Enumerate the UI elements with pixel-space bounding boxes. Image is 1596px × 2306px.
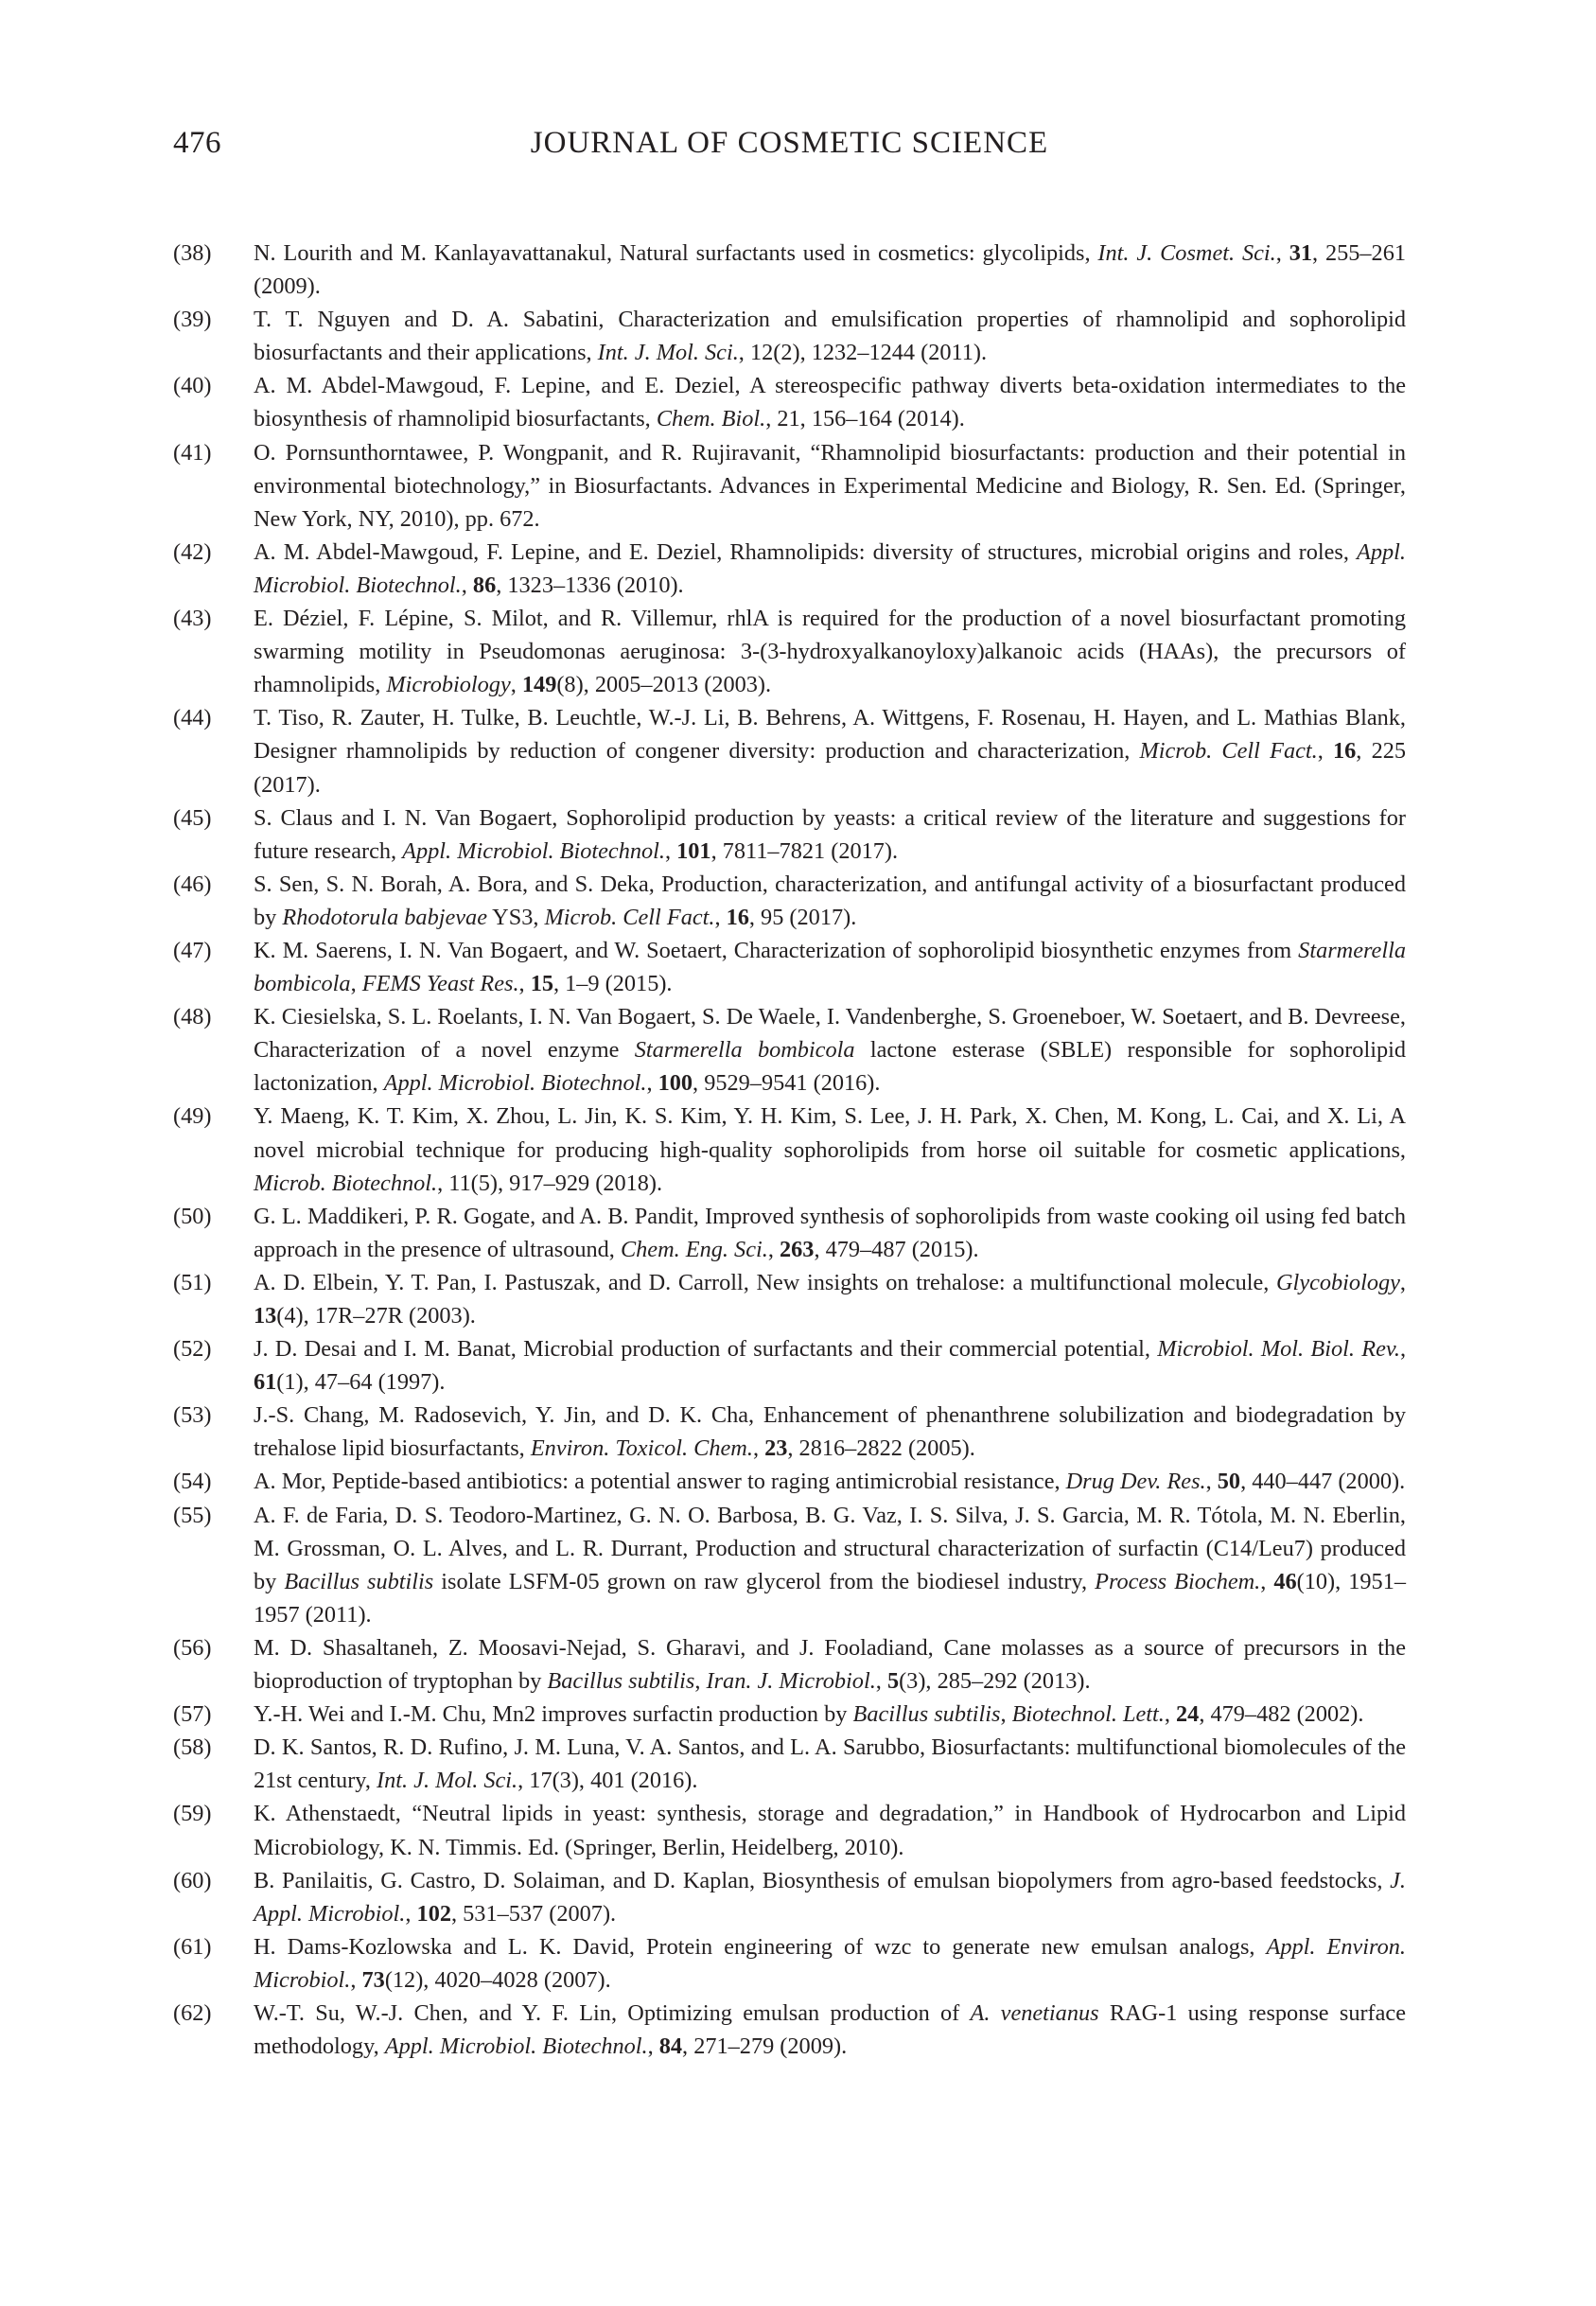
reference-item xyxy=(173,934,1406,1000)
volume-number: 16 xyxy=(1333,738,1357,765)
reference-segment: , 479–482 (2002). xyxy=(1199,1701,1364,1728)
volume-number: 61 xyxy=(254,1369,277,1396)
italic-text: Drug Dev. Res. xyxy=(1065,1469,1206,1495)
reference-segment: (12), 4020–4028 (2007). xyxy=(384,1966,611,1993)
reference-segment: , xyxy=(875,1668,887,1695)
reference-text xyxy=(254,1270,1406,1329)
reference-item xyxy=(173,1698,1406,1731)
reference-segment: (1), 47–64 (1997). xyxy=(276,1369,446,1396)
reference-segment: , 531–537 (2007). xyxy=(451,1900,617,1927)
reference-text xyxy=(254,871,1406,930)
italic-text: Process Biochem. xyxy=(1095,1568,1261,1594)
reference-text xyxy=(254,1701,1363,1727)
reference-text xyxy=(254,373,1406,431)
volume-number: 24 xyxy=(1176,1701,1200,1728)
reference-item xyxy=(173,436,1406,536)
reference-segment: , 12(2), 1232–1244 (2011). xyxy=(738,340,988,366)
reference-text xyxy=(254,805,1406,864)
running-header xyxy=(173,126,1406,173)
italic-text: Appl. Microbiol. Biotechnol. xyxy=(383,1070,647,1097)
reference-segment: A. Mor, Peptide-based antibiotics: a potential answer to raging antimicrobial resistance, xyxy=(254,1469,1066,1495)
reference-segment: , xyxy=(350,1966,362,1993)
reference-segment: J. D. Desai and I. M. Banat, Microbial production of surfactants and their commercial potential, xyxy=(254,1336,1158,1363)
reference-number: (55) xyxy=(173,1502,212,1528)
journal-title: JOURNAL OF COSMETIC SCIENCE xyxy=(530,126,1049,160)
reference-segment: , xyxy=(1317,738,1333,765)
reference-number: (62) xyxy=(173,1999,212,2026)
reference-item xyxy=(173,1631,1406,1698)
italic-text: Rhodotorula babjevae xyxy=(282,904,487,930)
volume-number: 100 xyxy=(658,1070,693,1097)
volume-number: 16 xyxy=(726,904,749,930)
reference-number: (59) xyxy=(173,1801,212,1827)
italic-text: Int. J. Mol. Sci. xyxy=(377,1768,518,1794)
reference-item xyxy=(173,1731,1406,1797)
reference-segment: , 9529–9541 (2016). xyxy=(693,1070,881,1097)
reference-segment: (4), 17R–27R (2003). xyxy=(276,1303,476,1329)
reference-text xyxy=(254,1801,1406,1859)
reference-item xyxy=(173,1200,1406,1266)
italic-text: Appl. Microbiol. Biotechnol. xyxy=(384,2033,648,2060)
reference-segment: , xyxy=(646,1070,658,1097)
reference-number: (52) xyxy=(173,1336,212,1363)
reference-number: (56) xyxy=(173,1634,212,1661)
reference-segment: , xyxy=(1205,1469,1218,1495)
reference-item xyxy=(173,1100,1406,1199)
italic-text: Microbiology xyxy=(386,672,511,698)
italic-text: Iran. J. Microbiol. xyxy=(706,1668,876,1695)
reference-text xyxy=(254,1103,1406,1195)
reference-number: (40) xyxy=(173,373,212,399)
reference-text xyxy=(254,1336,1406,1395)
reference-item xyxy=(173,701,1406,801)
italic-text: Appl. Microbiol. Biotechnol. xyxy=(402,837,665,864)
reference-item xyxy=(173,1997,1406,2063)
reference-segment: , 7811–7821 (2017). xyxy=(710,837,899,864)
reference-item xyxy=(173,602,1406,701)
reference-list xyxy=(173,237,1406,2063)
reference-segment: , xyxy=(1164,1701,1177,1728)
reference-item xyxy=(173,1332,1406,1399)
italic-text: Biotechnol. Lett. xyxy=(1011,1701,1165,1728)
italic-text: Appl. Microbiol. Biotechnol. xyxy=(254,538,1406,598)
reference-item xyxy=(173,1797,1406,1863)
reference-segment: Y. Maeng, K. T. Kim, X. Zhou, L. Jin, K. S. Kim, Y. H. Kim, S. Lee, J. H. Park, X. Chen, M. Kong, L. Cai, and X. Li, A novel microbial technique for producing high-quality sophorolipids from horse oil suitable for cosmetic applications, xyxy=(254,1103,1406,1163)
volume-number: 46 xyxy=(1273,1568,1297,1594)
reference-text xyxy=(254,606,1406,697)
reference-segment: , 2816–2822 (2005). xyxy=(787,1435,975,1462)
reference-text xyxy=(254,240,1406,299)
reference-item xyxy=(173,1000,1406,1100)
reference-number: (61) xyxy=(173,1933,212,1960)
reference-segment: , 225 (2017). xyxy=(254,738,1407,798)
reference-number: (44) xyxy=(173,705,212,731)
reference-segment: T. T. Nguyen and D. A. Sabatini, Characterization and emulsification properties of rhamnolipid and sophorolipid biosurfactants and their applications, xyxy=(254,307,1406,366)
reference-segment: B. Panilaitis, G. Castro, D. Solaiman, and D. Kaplan, Biosynthesis of emulsan biopolymers from agro-based feedstocks, xyxy=(254,1867,1391,1893)
reference-item xyxy=(173,536,1406,602)
reference-segment: , 21, 156–164 (2014). xyxy=(765,406,965,432)
italic-text: Microb. Biotechnol. xyxy=(254,1170,438,1196)
reference-segment: (8), 2005–2013 (2003). xyxy=(556,672,772,698)
reference-segment: YS3, xyxy=(486,904,545,930)
reference-number: (48) xyxy=(173,1004,212,1030)
reference-number: (60) xyxy=(173,1867,212,1893)
reference-segment: , xyxy=(518,971,531,997)
italic-text: Appl. Environ. Microbiol. xyxy=(254,1933,1406,1993)
italic-text: Starmerella bombicola xyxy=(634,1037,855,1064)
reference-text xyxy=(254,440,1406,532)
reference-number: (57) xyxy=(173,1701,212,1728)
reference-text xyxy=(254,1868,1406,1927)
reference-segment: D. K. Santos, R. D. Rufino, J. M. Luna, V. A. Santos, and L. A. Sarubbo, Biosurfactants: multifunctional biomolecules of the 21st century, xyxy=(254,1734,1406,1794)
reference-number: (47) xyxy=(173,937,212,963)
reference-number: (50) xyxy=(173,1203,212,1229)
reference-text xyxy=(254,539,1406,598)
reference-segment: W.-T. Su, W.-J. Chen, and Y. F. Lin, Optimizing emulsan production of xyxy=(254,1999,971,2026)
reference-segment: , xyxy=(767,1236,780,1262)
reference-text xyxy=(254,1004,1406,1096)
reference-segment: , 1–9 (2015). xyxy=(552,971,673,997)
reference-item xyxy=(173,369,1406,435)
reference-text xyxy=(254,307,1406,365)
reference-text xyxy=(254,1934,1406,1993)
reference-number: (49) xyxy=(173,1103,212,1130)
reference-segment: , xyxy=(752,1435,765,1462)
reference-item xyxy=(173,1399,1406,1465)
reference-number: (38) xyxy=(173,240,212,266)
reference-segment: T. Tiso, R. Zauter, H. Tulke, B. Leuchtle, W.-J. Li, B. Behrens, A. Wittgens, F. Rosenau, H. Hayen, and L. Mathias Blank, Designer rhamnolipids by reduction of congener diversity: production and characterization, xyxy=(254,705,1406,765)
reference-segment: , xyxy=(1399,1336,1407,1363)
reference-item xyxy=(173,1930,1406,1997)
reference-segment: H. Dams-Kozlowska and L. K. David, Protein engineering of wzc to generate new emulsan analogs, xyxy=(254,1933,1267,1960)
reference-segment: J.-S. Chang, M. Radosevich, Y. Jin, and D. K. Cha, Enhancement of phenanthrene solubilization and biodegradation by trehalose lipid biosurfactants, xyxy=(254,1402,1406,1462)
reference-segment: , xyxy=(664,837,677,864)
reference-segment: , 255–261 (2009). xyxy=(254,240,1406,300)
volume-number: 15 xyxy=(530,971,553,997)
volume-number: 73 xyxy=(361,1966,385,1993)
reference-segment: A. M. Abdel-Mawgoud, F. Lepine, and E. Deziel, Rhamnolipids: diversity of structures, microbial origins and roles, xyxy=(254,538,1358,565)
volume-number: 31 xyxy=(1289,240,1312,266)
reference-segment: , xyxy=(510,672,522,698)
reference-segment: K. M. Saerens, I. N. Van Bogaert, and W. Soetaert, Characterization of sophorolipid biosynthetic enzymes from xyxy=(254,937,1299,963)
italic-text: J. Appl. Microbiol. xyxy=(254,1867,1406,1927)
reference-segment: , xyxy=(694,1668,707,1695)
reference-segment: (3), 285–292 (2013). xyxy=(899,1668,1091,1695)
reference-segment: A. F. de Faria, D. S. Teodoro-Martinez, G. N. O. Barbosa, B. G. Vaz, I. S. Silva, J. S. Garcia, M. R. Tótola, M. N. Eberlin, M. Grossman, O. L. Alves, and L. R. Durrant, Production and structural characterization of surfactin (C14/Leu7) produced by xyxy=(254,1502,1406,1594)
italic-text: FEMS Yeast Res. xyxy=(361,971,519,997)
volume-number: 263 xyxy=(779,1236,815,1262)
reference-item xyxy=(173,1266,1406,1332)
reference-segment: , xyxy=(405,1900,417,1927)
reference-segment: , xyxy=(1399,1269,1406,1295)
reference-number: (51) xyxy=(173,1269,212,1295)
page-number: 476 xyxy=(173,126,221,160)
reference-text xyxy=(254,1469,1405,1494)
italic-text: Chem. Biol. xyxy=(656,406,766,432)
reference-segment: , xyxy=(1000,1701,1012,1728)
reference-text xyxy=(254,1635,1406,1694)
reference-number: (43) xyxy=(173,606,212,632)
italic-text: Glycobiology xyxy=(1276,1269,1400,1295)
reference-segment: , 479–487 (2015). xyxy=(814,1236,979,1262)
italic-text: Starmerella bombicola xyxy=(254,937,1406,997)
volume-number: 84 xyxy=(658,2033,683,2060)
reference-text xyxy=(254,1402,1406,1461)
reference-segment: S. Sen, S. N. Borah, A. Bora, and S. Deka, Production, characterization, and antifungal activity of a biosurfactant produced by xyxy=(254,871,1406,930)
italic-text: Microb. Cell Fact. xyxy=(544,904,715,930)
reference-segment: , xyxy=(1275,240,1289,266)
reference-segment: K. Ciesielska, S. L. Roelants, I. N. Van Bogaert, S. De Waele, I. Vandenberghe, S. Groeneboer, W. Soetaert, and B. Devreese, Characterization of a novel enzyme xyxy=(254,1004,1406,1064)
italic-text: Microb. Cell Fact. xyxy=(1139,738,1318,765)
volume-number: 23 xyxy=(764,1435,788,1462)
reference-segment: , 271–279 (2009). xyxy=(682,2033,848,2060)
reference-number: (41) xyxy=(173,439,212,466)
reference-segment: A. D. Elbein, Y. T. Pan, I. Pastuszak, and D. Carroll, New insights on trehalose: a multifunctional molecule, xyxy=(254,1269,1277,1295)
reference-segment: A. M. Abdel-Mawgoud, F. Lepine, and E. Deziel, A stereospecific pathway diverts beta-oxidation intermediates to the biosynthesis of rhamnolipid biosurfactants, xyxy=(254,373,1406,432)
reference-text xyxy=(254,938,1406,996)
reference-segment: isolate LSFM-05 grown on raw glycerol from the biodiesel industry, xyxy=(433,1568,1096,1594)
reference-number: (46) xyxy=(173,871,212,897)
reference-segment: , xyxy=(461,572,473,598)
reference-segment: , 17(3), 401 (2016). xyxy=(517,1768,698,1794)
reference-segment: G. L. Maddikeri, P. R. Gogate, and A. B. Pandit, Improved synthesis of sophorolipids from waste cooking oil using fed batch approach in the presence of ultrasound, xyxy=(254,1203,1406,1262)
reference-item xyxy=(173,303,1406,369)
reference-item xyxy=(173,1465,1406,1498)
reference-segment: E. Déziel, F. Lépine, S. Milot, and R. Villemur, rhlA is required for the production of a novel biosurfactant promoting swarming motility in Pseudomonas aeruginosa: 3-(3-hydroxyalkanoyloxy)alkanoic acids (HAAs), the precursors of rhamnolipids, xyxy=(254,606,1406,698)
italic-text: Int. J. Mol. Sci. xyxy=(597,340,739,366)
reference-segment: M. D. Shasaltaneh, Z. Moosavi-Nejad, S. Gharavi, and J. Fooladiand, Cane molasses as a source of precursors in the bioproduction of tryptophan by xyxy=(254,1634,1406,1695)
volume-number: 86 xyxy=(472,572,497,598)
reference-segment: , xyxy=(350,971,362,997)
reference-number: (39) xyxy=(173,307,212,333)
reference-item xyxy=(173,1499,1406,1631)
reference-number: (54) xyxy=(173,1469,212,1495)
volume-number: 149 xyxy=(521,672,557,698)
reference-number: (45) xyxy=(173,804,212,831)
reference-number: (53) xyxy=(173,1402,212,1429)
volume-number: 102 xyxy=(416,1900,451,1927)
reference-segment: , 95 (2017). xyxy=(748,904,857,930)
reference-text xyxy=(254,705,1406,797)
italic-text: Bacillus subtilis xyxy=(284,1568,434,1594)
reference-segment: , 11(5), 917–929 (2018). xyxy=(437,1170,663,1196)
italic-text: Int. J. Cosmet. Sci. xyxy=(1097,240,1276,266)
reference-segment: N. Lourith and M. Kanlayavattanakul, Natural surfactants used in cosmetics: glycolipids, xyxy=(254,240,1098,266)
reference-text xyxy=(254,1734,1406,1793)
reference-item xyxy=(173,801,1406,868)
reference-number: (42) xyxy=(173,538,212,565)
reference-segment: , xyxy=(1260,1568,1274,1594)
reference-segment: , xyxy=(714,904,727,930)
reference-segment: Y.-H. Wei and I.-M. Chu, Mn2 improves surfactin production by xyxy=(254,1701,853,1728)
reference-text xyxy=(254,2000,1406,2059)
volume-number: 5 xyxy=(886,1668,900,1695)
reference-segment: RAG-1 using response surface methodology, xyxy=(254,1999,1406,2060)
volume-number: 13 xyxy=(254,1303,277,1329)
italic-text: Environ. Toxicol. Chem. xyxy=(530,1435,753,1462)
italic-text: A. venetianus xyxy=(970,1999,1099,2026)
italic-text: Bacillus subtilis xyxy=(547,1668,695,1695)
italic-text: Microbiol. Mol. Biol. Rev. xyxy=(1157,1336,1400,1363)
reference-text xyxy=(254,1204,1406,1262)
reference-text xyxy=(254,1503,1406,1628)
reference-item xyxy=(173,237,1406,303)
reference-segment: , 440–447 (2000). xyxy=(1240,1469,1406,1495)
reference-segment: S. Claus and I. N. Van Bogaert, Sophorolipid production by yeasts: a critical review of the literature and suggestions for future research, xyxy=(254,804,1406,864)
reference-item xyxy=(173,1864,1406,1930)
reference-segment: lactone esterase (SBLE) responsible for sophorolipid lactonization, xyxy=(254,1037,1406,1097)
italic-text: Bacillus subtilis xyxy=(852,1701,1001,1728)
volume-number: 101 xyxy=(676,837,711,864)
reference-number: (58) xyxy=(173,1734,212,1761)
reference-segment: , 1323–1336 (2010). xyxy=(496,572,684,598)
volume-number: 50 xyxy=(1217,1469,1241,1495)
reference-segment: O. Pornsunthorntawee, P. Wongpanit, and R. Rujiravanit, “Rhamnolipid biosurfactants: production and their potential in environmental biotechnology,” in Biosurfactants. Advances in Experimental Medicine and Biology, R. Sen. Ed. (Springer, New York, NY, 2010), pp. 672. xyxy=(254,439,1406,532)
reference-item xyxy=(173,868,1406,934)
reference-segment: , xyxy=(647,2033,659,2060)
italic-text: Chem. Eng. Sci. xyxy=(620,1236,768,1262)
reference-segment: (10), 1951–1957 (2011). xyxy=(254,1568,1407,1628)
reference-segment: K. Athenstaedt, “Neutral lipids in yeast: synthesis, storage and degradation,” in Handbook of Hydrocarbon and Lipid Microbiology, K. N. Timmis. Ed. (Springer, Berlin, Heidelberg, 2010). xyxy=(254,1801,1406,1860)
